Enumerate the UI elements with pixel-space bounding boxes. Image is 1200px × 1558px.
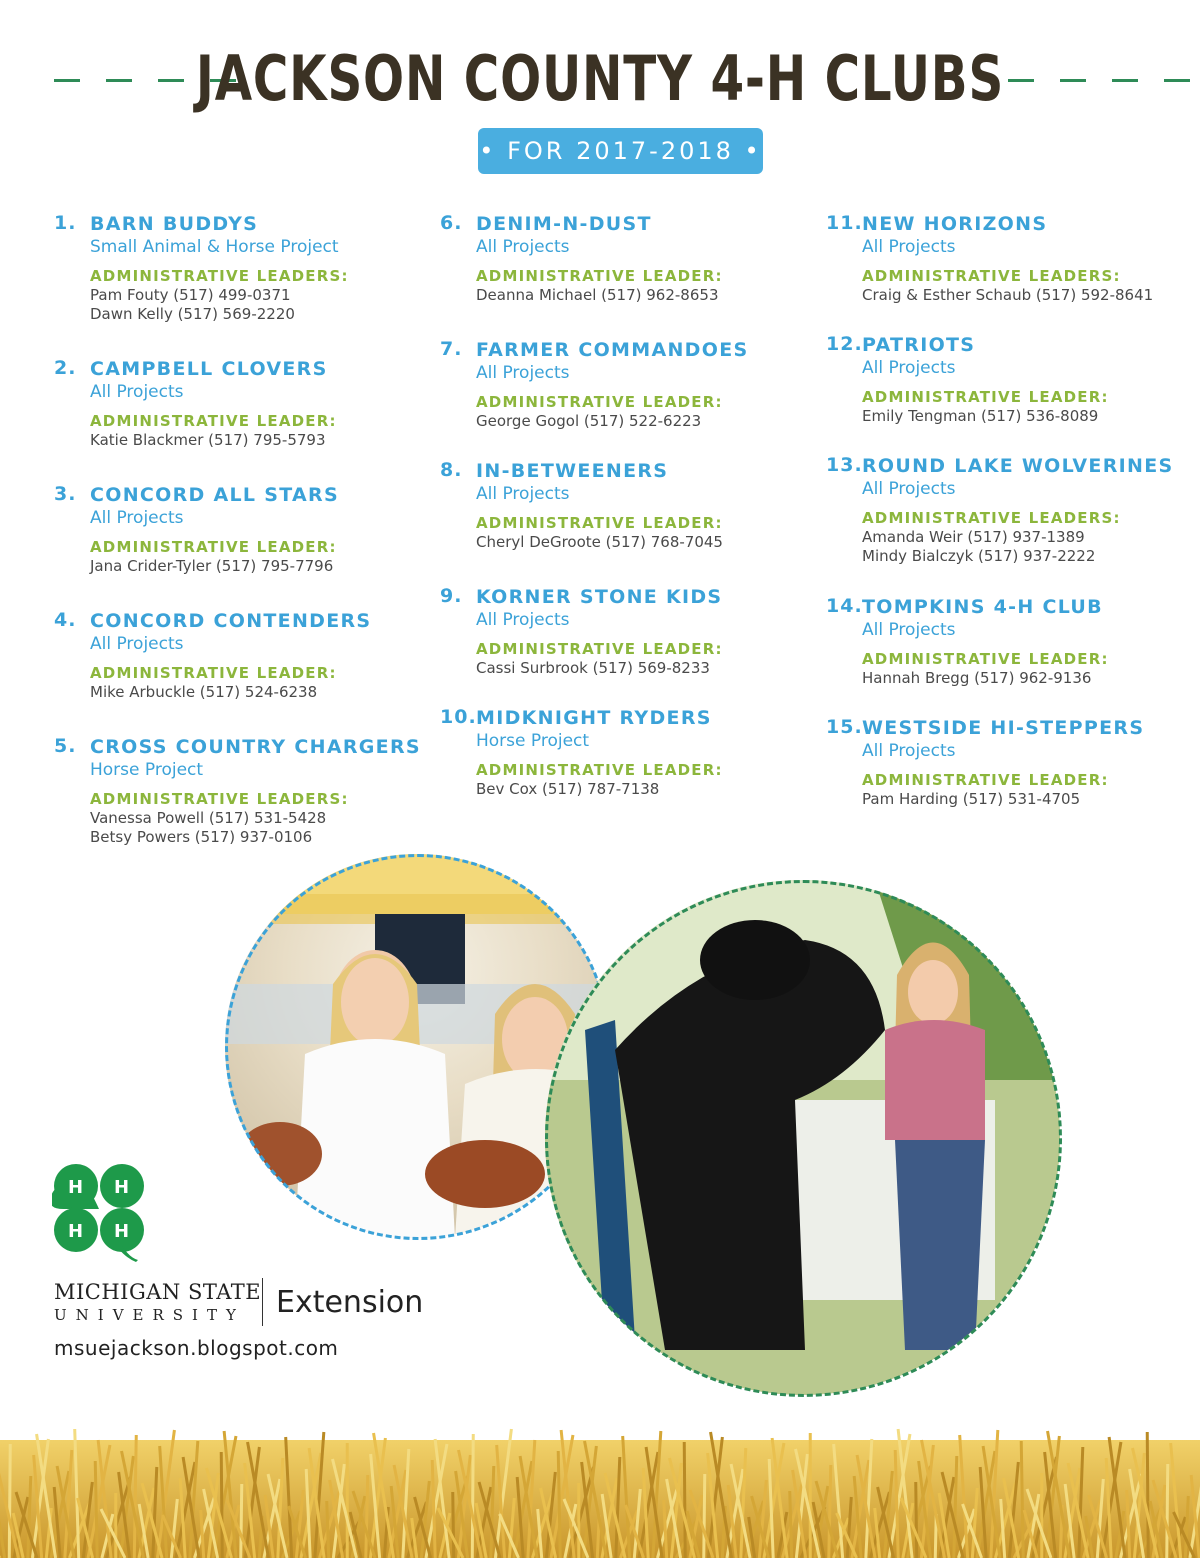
leader-contact: Cassi Surbrook (517) 569-8233 bbox=[476, 659, 710, 677]
club-number: 10. bbox=[440, 706, 477, 728]
admin-leader-heading: ADMINISTRATIVE LEADER: bbox=[862, 771, 1109, 789]
straw-grass-decoration bbox=[0, 1370, 1200, 1558]
leader-contact: Jana Crider-Tyler (517) 795-7796 bbox=[90, 557, 334, 575]
website-link[interactable]: msuejackson.blogspot.com bbox=[54, 1336, 339, 1360]
leader-contact: Betsy Powers (517) 937-0106 bbox=[90, 828, 313, 846]
page-title: JACKSON COUNTY 4-H CLUBS bbox=[195, 42, 1005, 115]
club-entry bbox=[54, 357, 424, 450]
leader-contact: Katie Blackmer (517) 795-5793 bbox=[90, 431, 326, 449]
svg-text:H: H bbox=[68, 1221, 84, 1242]
admin-leader-heading: ADMINISTRATIVE LEADER: bbox=[476, 267, 723, 285]
leader-contact: Dawn Kelly (517) 569-2220 bbox=[90, 305, 295, 323]
club-number: 2. bbox=[54, 357, 77, 379]
svg-text:H: H bbox=[114, 1177, 130, 1198]
club-number: 9. bbox=[440, 585, 463, 607]
club-name: MIDKNIGHT RYDERS bbox=[476, 707, 712, 729]
club-name: ROUND LAKE WOLVERINES bbox=[862, 455, 1174, 477]
leader-contact: Mike Arbuckle (517) 524-6238 bbox=[90, 683, 318, 701]
admin-leader-heading: ADMINISTRATIVE LEADERS: bbox=[862, 509, 1121, 527]
club-name: CONCORD ALL STARS bbox=[90, 484, 339, 506]
leader-contact: Vanessa Powell (517) 531-5428 bbox=[90, 809, 327, 827]
club-project: All Projects bbox=[862, 358, 956, 378]
4h-clover-icon bbox=[52, 1162, 146, 1262]
admin-leader-heading: ADMINISTRATIVE LEADER: bbox=[476, 640, 723, 658]
club-project: All Projects bbox=[862, 741, 956, 761]
leader-contact: Cheryl DeGroote (517) 768-7045 bbox=[476, 533, 723, 551]
svg-text:H: H bbox=[114, 1221, 130, 1242]
admin-leader-heading: ADMINISTRATIVE LEADERS: bbox=[90, 267, 349, 285]
leader-contact: Bev Cox (517) 787-7138 bbox=[476, 780, 660, 798]
photo-right-dashed-border bbox=[545, 880, 1062, 1397]
club-name: NEW HORIZONS bbox=[862, 213, 1048, 235]
club-number: 12. bbox=[826, 333, 863, 355]
admin-leader-heading: ADMINISTRATIVE LEADERS: bbox=[862, 267, 1121, 285]
club-number: 3. bbox=[54, 483, 77, 505]
admin-leader-heading: ADMINISTRATIVE LEADER: bbox=[476, 514, 723, 532]
club-name: KORNER STONE KIDS bbox=[476, 586, 723, 608]
club-name: CONCORD CONTENDERS bbox=[90, 610, 372, 632]
admin-leader-heading: ADMINISTRATIVE LEADERS: bbox=[90, 790, 349, 808]
msu-name: MICHIGAN STATE bbox=[54, 1280, 262, 1304]
club-name: TOMPKINS 4-H CLUB bbox=[862, 596, 1103, 618]
admin-leader-heading: ADMINISTRATIVE LEADER: bbox=[862, 650, 1109, 668]
club-entry bbox=[54, 483, 424, 576]
club-project: All Projects bbox=[476, 363, 570, 383]
admin-leader-heading: ADMINISTRATIVE LEADER: bbox=[90, 538, 337, 556]
admin-leader-heading: ADMINISTRATIVE LEADER: bbox=[476, 393, 723, 411]
club-number: 6. bbox=[440, 212, 463, 234]
club-entry bbox=[826, 595, 1196, 688]
leader-contact: Mindy Bialczyk (517) 937-2222 bbox=[862, 547, 1096, 565]
club-number: 14. bbox=[826, 595, 863, 617]
club-entry bbox=[54, 735, 424, 847]
header bbox=[0, 42, 1200, 132]
leader-contact: Craig & Esther Schaub (517) 592-8641 bbox=[862, 286, 1154, 304]
club-project: All Projects bbox=[90, 382, 184, 402]
club-entry bbox=[826, 716, 1196, 809]
club-number: 1. bbox=[54, 212, 77, 234]
club-number: 11. bbox=[826, 212, 863, 234]
club-name: CAMPBELL CLOVERS bbox=[90, 358, 328, 380]
club-project: All Projects bbox=[476, 484, 570, 504]
club-number: 7. bbox=[440, 338, 463, 360]
admin-leader-heading: ADMINISTRATIVE LEADER: bbox=[90, 412, 337, 430]
club-entry bbox=[826, 212, 1196, 305]
club-project: All Projects bbox=[862, 479, 956, 499]
logo-divider bbox=[262, 1278, 263, 1326]
msu-university: UNIVERSITY bbox=[54, 1306, 245, 1324]
club-number: 13. bbox=[826, 454, 863, 476]
club-entry bbox=[440, 706, 810, 799]
club-name: IN-BETWEENERS bbox=[476, 460, 669, 482]
year-badge: • FOR 2017-2018 • bbox=[478, 128, 763, 174]
club-project: Horse Project bbox=[90, 760, 204, 780]
club-project: All Projects bbox=[90, 508, 184, 528]
svg-text:H: H bbox=[68, 1177, 84, 1198]
leader-contact: Pam Harding (517) 531-4705 bbox=[862, 790, 1081, 808]
extension-label: Extension bbox=[276, 1285, 424, 1320]
club-entry bbox=[440, 585, 810, 678]
club-number: 4. bbox=[54, 609, 77, 631]
club-name: PATRIOTS bbox=[862, 334, 976, 356]
leader-contact: Amanda Weir (517) 937-1389 bbox=[862, 528, 1085, 546]
club-number: 5. bbox=[54, 735, 77, 757]
leader-contact: George Gogol (517) 522-6223 bbox=[476, 412, 702, 430]
club-entry bbox=[440, 338, 810, 431]
admin-leader-heading: ADMINISTRATIVE LEADER: bbox=[476, 761, 723, 779]
club-name: CROSS COUNTRY CHARGERS bbox=[90, 736, 421, 758]
admin-leader-heading: ADMINISTRATIVE LEADER: bbox=[90, 664, 337, 682]
leader-contact: Deanna Michael (517) 962-8653 bbox=[476, 286, 719, 304]
club-entry bbox=[440, 212, 810, 305]
leader-contact: Pam Fouty (517) 499-0371 bbox=[90, 286, 291, 304]
club-entry bbox=[826, 454, 1196, 566]
club-project: All Projects bbox=[476, 237, 570, 257]
leader-contact: Emily Tengman (517) 536-8089 bbox=[862, 407, 1099, 425]
club-name: WESTSIDE HI-STEPPERS bbox=[862, 717, 1145, 739]
club-project: Small Animal & Horse Project bbox=[90, 237, 339, 257]
club-name: DENIM-N-DUST bbox=[476, 213, 652, 235]
leader-contact: Hannah Bregg (517) 962-9136 bbox=[862, 669, 1092, 687]
msu-logo bbox=[54, 1280, 261, 1324]
club-project: All Projects bbox=[862, 237, 956, 257]
club-project: All Projects bbox=[90, 634, 184, 654]
club-name: BARN BUDDYS bbox=[90, 213, 259, 235]
club-entry bbox=[54, 609, 424, 702]
club-project: All Projects bbox=[476, 610, 570, 630]
right-dash-decoration bbox=[1008, 79, 1188, 82]
club-number: 8. bbox=[440, 459, 463, 481]
admin-leader-heading: ADMINISTRATIVE LEADER: bbox=[862, 388, 1109, 406]
club-name: FARMER COMMANDOES bbox=[476, 339, 749, 361]
club-entry bbox=[54, 212, 424, 324]
club-entry bbox=[826, 333, 1196, 426]
club-project: Horse Project bbox=[476, 731, 590, 751]
club-entry bbox=[440, 459, 810, 552]
club-number: 15. bbox=[826, 716, 863, 738]
club-project: All Projects bbox=[862, 620, 956, 640]
